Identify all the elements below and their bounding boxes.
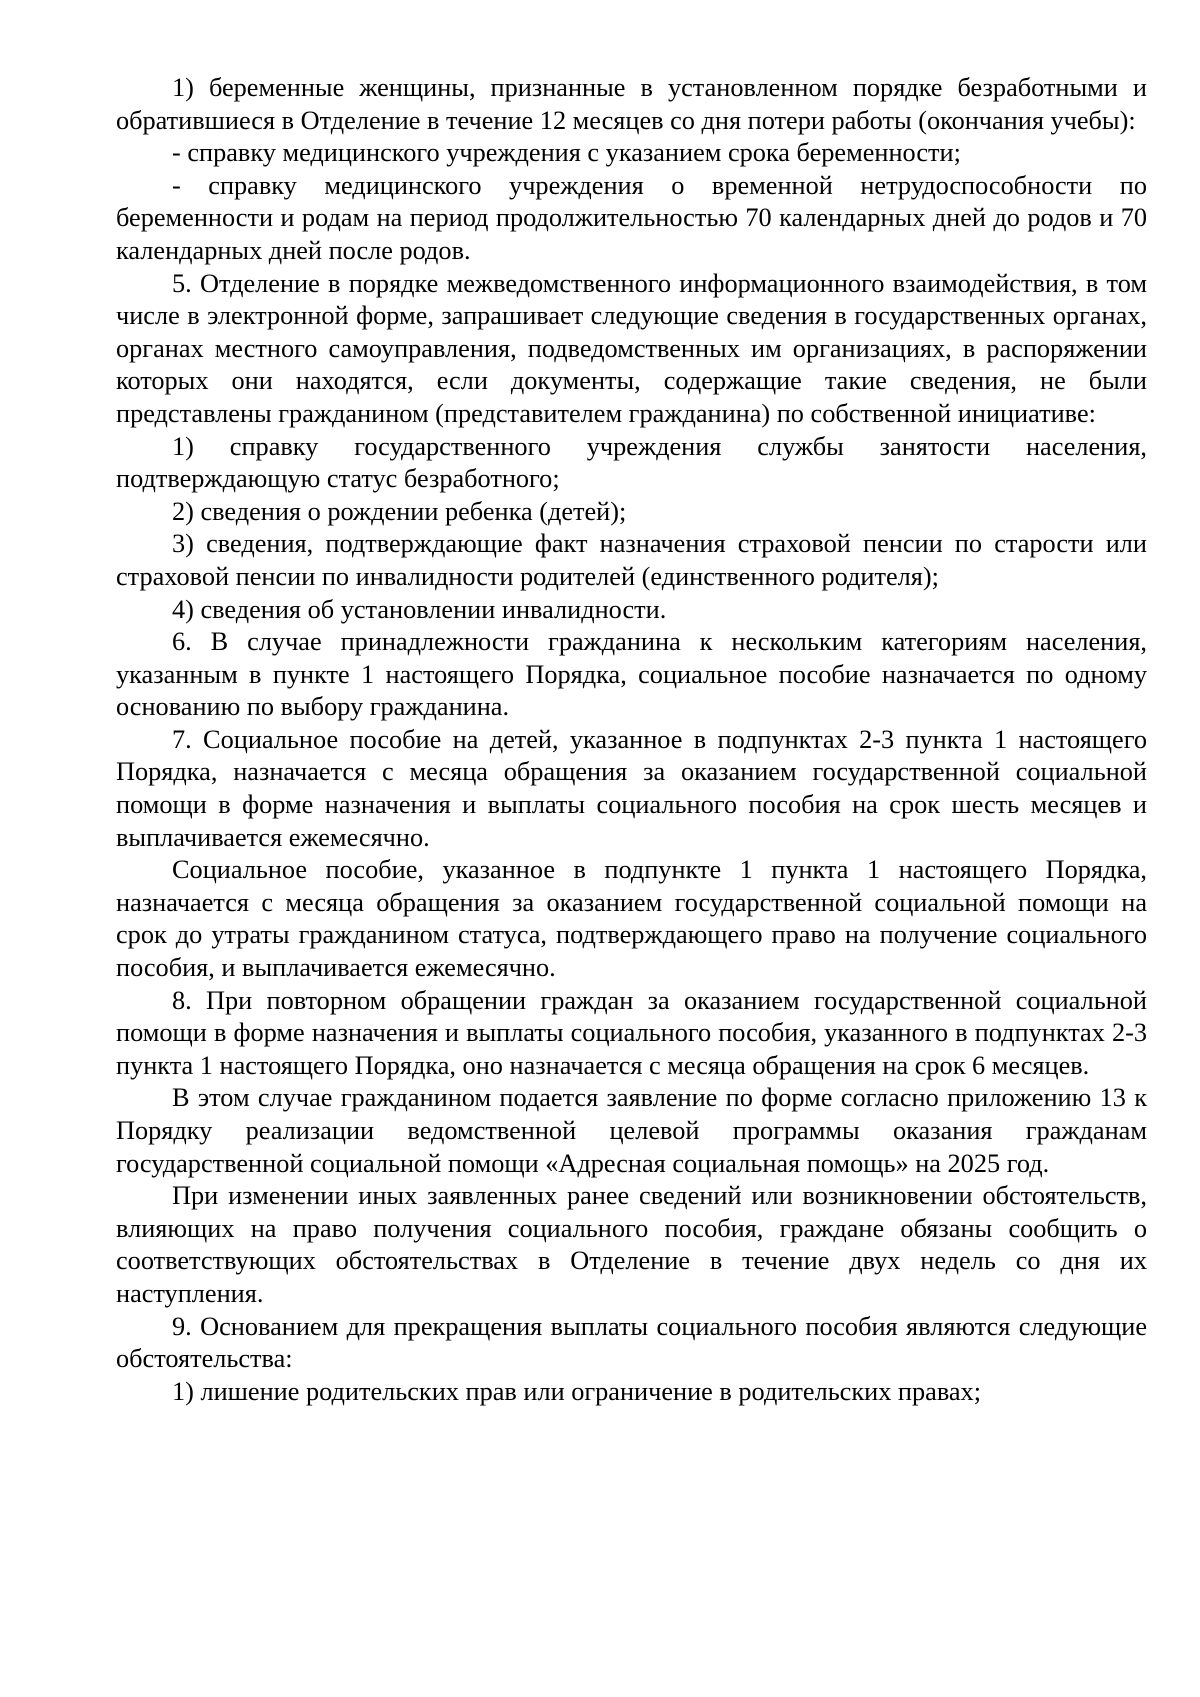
paragraph-item-7-child-benefit: 7. Социальное пособие на детей, указанное в подпунктах 2-3 пункта 1 настоящего Порядка, назначается с месяца обращения за оказанием государственной социальной помощи в форме назначения и выплаты социального пособия на срок шесть месяцев и выплачивается ежемесячно.	[116, 724, 1147, 852]
paragraph-medical-certificate-term: - справку медицинского учреждения с указанием срока беременности;	[172, 138, 961, 168]
paragraph-item-9-termination: 9. Основанием для прекращения выплаты социального пособия являются следующие обстоятельства:	[116, 1311, 1147, 1374]
paragraph-application-form: В этом случае гражданином подается заявление по форме согласно приложению 13 к Порядку реализации ведомственной целевой программы оказания гражданам государственной социальной помощи «Адресная социальная помощь» на 2025 год.	[116, 1083, 1147, 1178]
paragraph-item-6-multiple-categories: 6. В случае принадлежности гражданина к нескольким категориям населения, указанным в пункте 1 настоящего Порядка, социальное пособие назначается по одному основанию по выбору гражданина.	[116, 627, 1147, 722]
paragraph-birth-info: 2) сведения о рождении ребенка (детей);	[172, 496, 627, 526]
paragraph-parental-rights: 1) лишение родительских прав или ограничение в родительских правах;	[172, 1376, 982, 1406]
paragraph-item-8-repeat-application: 8. При повторном обращении граждан за оказанием государственной социальной помощи в форме назначения и выплаты социального пособия, указанного в подпунктах 2-3 пункта 1 настоящего Порядка, оно назначается с месяца обращения на срок 6 месяцев.	[116, 985, 1147, 1080]
paragraph-employment-certificate: 1) справку государственного учреждения службы занятости населения, подтверждающую статус безработного;	[116, 431, 1147, 494]
paragraph-benefit-subitem-1: Социальное пособие, указанное в подпункте 1 пункта 1 настоящего Порядка, назначается с месяца обращения за оказанием государственной социальной помощи на срок до утраты гражданином статуса, подтверждающего право на получение социального пособия, и выплачивается ежемесячно.	[116, 855, 1147, 983]
paragraph-disability-info: 4) сведения об установлении инвалидности.	[172, 594, 667, 624]
paragraph-medical-certificate-disability: - справку медицинского учреждения о временной нетрудоспособности по беременности и родам на период продолжительностью 70 календарных дней до родов и 70 календарных дней после родов.	[116, 170, 1147, 265]
paragraph-item-5-interagency: 5. Отделение в порядке межведомственного информационного взаимодействия, в том числе в электронной форме, запрашивает следующие сведения в государственных органах, органах местного самоуправления, подведомственных им организациях, в распоряжении которых они находятся, если документы, содержащие такие сведения, не были представлены гражданином (представителем гражданина) по собственной инициативе:	[116, 268, 1147, 428]
paragraph-change-notification: При изменении иных заявленных ранее сведений или возникновении обстоятельств, влияющих на право получения социального пособия, граждане обязаны сообщить о соответствующих обстоятельствах в Отделение в течение двух недель со дня их наступления.	[116, 1181, 1147, 1308]
paragraph-pregnant-women: 1) беременные женщины, признанные в установленном порядке безработными и обратившиеся в Отделение в течение 12 месяцев со дня потери работы (окончания учебы):	[116, 73, 1147, 135]
paragraph-pension-info: 3) сведения, подтверждающие факт назначения страховой пенсии по старости или страховой пенсии по инвалидности родителей (единственного родителя);	[116, 529, 1147, 591]
document-page	[116, 72, 1147, 1408]
